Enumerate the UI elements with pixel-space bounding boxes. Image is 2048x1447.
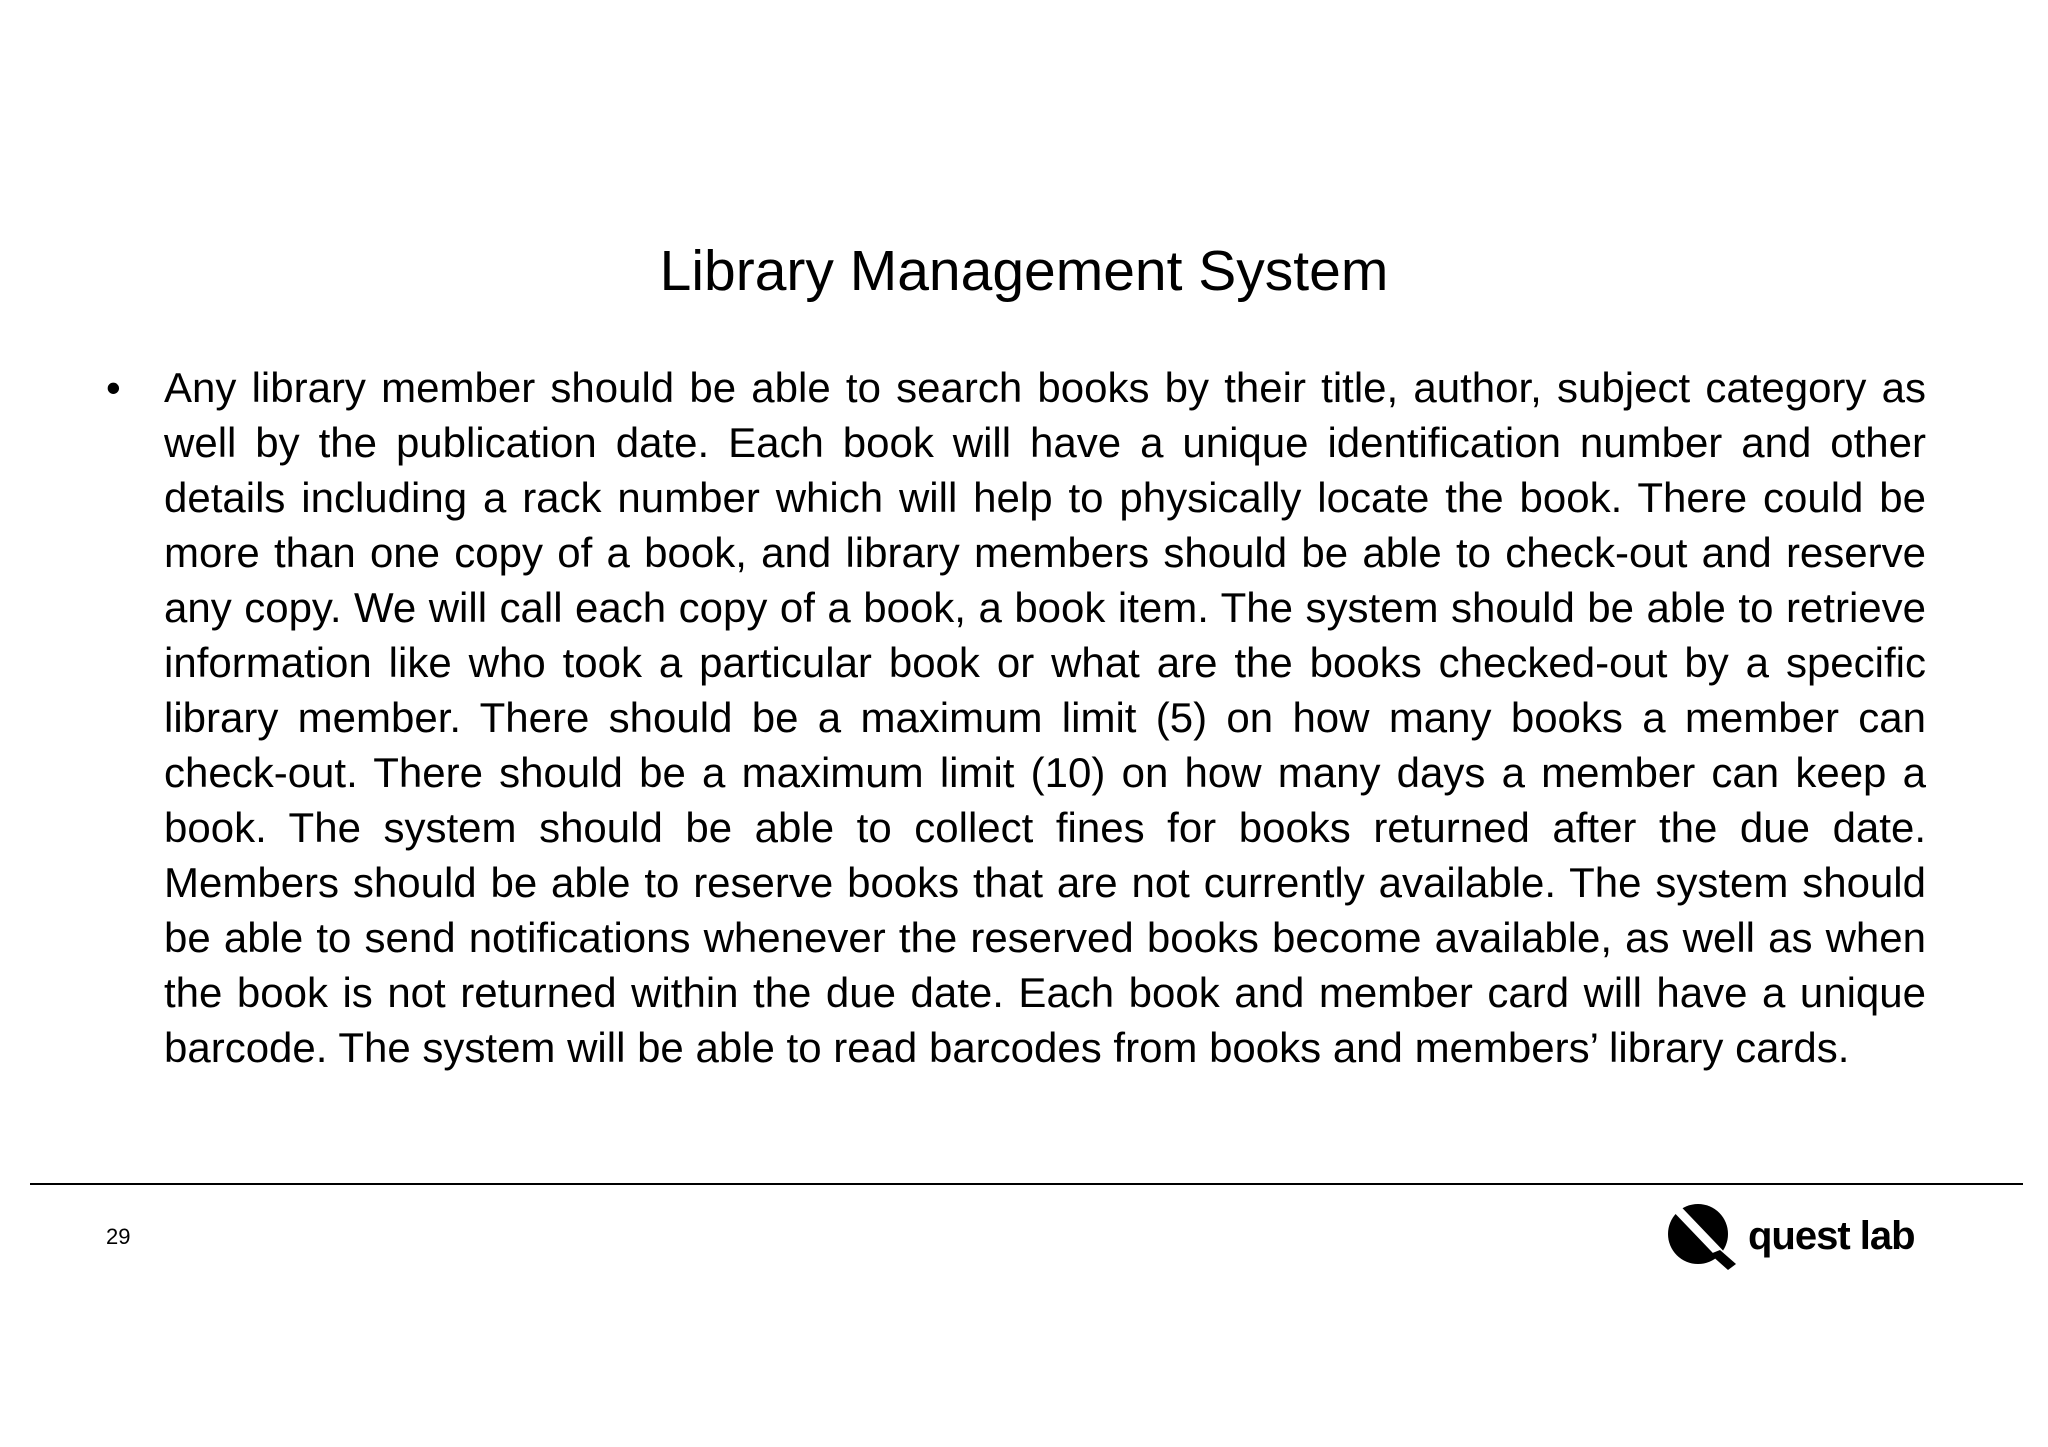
quest-lab-logo-icon bbox=[1664, 1198, 1740, 1274]
bullet-item bbox=[106, 360, 1926, 1075]
bullet-list bbox=[106, 360, 1926, 1075]
logo-text: quest lab bbox=[1748, 1214, 1915, 1258]
bullet-text: Any library member should be able to search books by their title, author, subject category as well by the publication date. Each book will have a unique identification number and other details including a rack number which will help to physically locate the book. There could be more than one copy of a book, and library members should be able to check-out and reserve any copy. We will call each copy of a book, a book item. The system should be able to retrieve information like who took a particular book or what are the books checked-out by a specific library member. There should be a maximum limit (5) on how many books a member can check-out. There should be a maximum limit (10) on how many days a member can keep a book. The system should be able to collect fines for books returned after the due date. Members should be able to reserve books that are not currently available. The system should be able to send notifications whenever the reserved books become available, as well as when the book is not returned within the due date. Each book and member card will have a unique barcode. The system will be able to read barcodes from books and members’ library cards. bbox=[164, 364, 1926, 1071]
bullet-marker: • bbox=[106, 364, 121, 411]
page-number: 29 bbox=[106, 1224, 131, 1249]
slide-title: Library Management System bbox=[659, 239, 1389, 303]
footer-divider bbox=[30, 1183, 2023, 1185]
quest-lab-logo bbox=[1664, 1198, 1954, 1274]
